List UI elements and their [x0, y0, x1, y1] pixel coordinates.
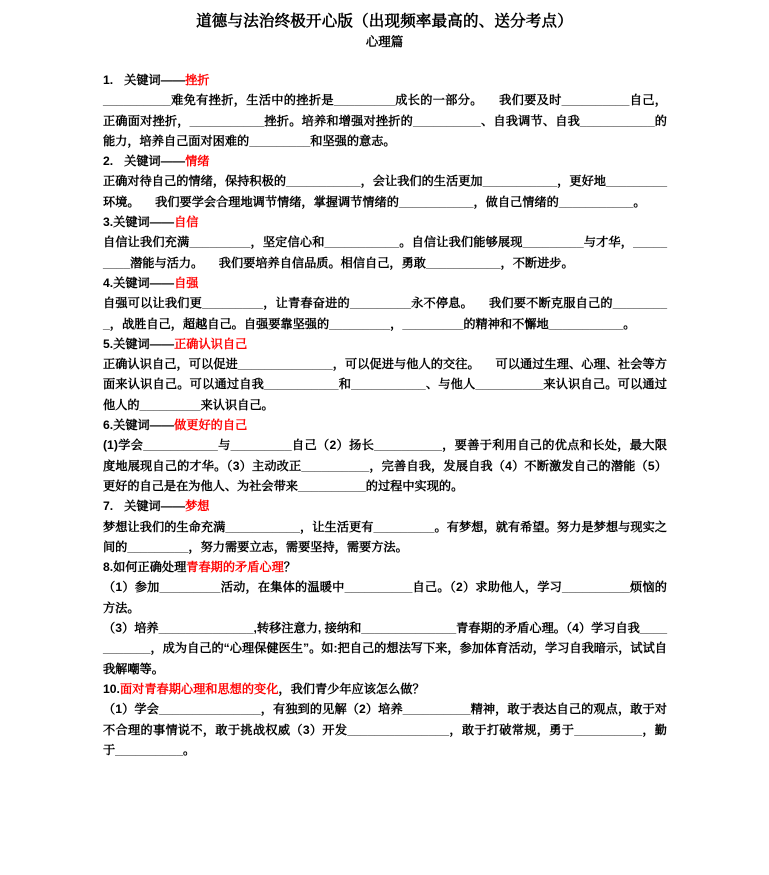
section-2-heading-prefix: 关键词——: [124, 154, 186, 169]
section-1-heading-prefix: 关键词——: [124, 73, 186, 87]
section-5-paragraph: 正确认识自己，可以促进______________，可以促进与他人的交往。 可以通过生理、心理、社会等方面来认识自己。可以通过自我___________和___________、与他人__________来认识自己。可以通过他人的_________来认识自己。: [103, 357, 667, 412]
section-8-heading: [103, 557, 667, 577]
section-1-paragraph: __________难免有挫折，生活中的挫折是_________成长的一部分。 我们要及时__________自己，正确面对挫折，___________挫折。培养和增强对挫折的__________、自我调节、自我___________的能力，培养自己面对困难的_________和坚强的意志。: [103, 93, 667, 148]
section-2-keyword: 情绪: [185, 154, 210, 169]
section-7-number: 7.: [103, 499, 114, 514]
section-5-heading-prefix: 关键词——: [113, 336, 175, 351]
section-8-question-suffix: ？: [283, 560, 296, 575]
section-8-number: 8.: [103, 560, 114, 575]
section-6-number: 6.: [103, 418, 114, 433]
section-10-heading: [103, 679, 667, 699]
section-10: [103, 679, 667, 760]
section-7-heading-prefix: 关键词——: [124, 499, 186, 514]
section-3-paragraph: 自信让我们充满_________，坚定信心和___________。自信让我们能够展现_________与才华，_________潜能与活力。 我们要培养自信品质。相信自己，勇敢___________，不断进步。: [103, 235, 667, 270]
section-3-keyword: 自信: [174, 215, 199, 230]
section-1: [103, 70, 667, 151]
section-2-number: 2.: [103, 154, 114, 169]
section-4: [103, 273, 667, 334]
section-6-heading-prefix: 关键词——: [113, 418, 175, 433]
section-5-number: 5.: [103, 336, 114, 351]
document-subtitle: 心理篇: [365, 35, 404, 49]
section-4-number: 4.: [103, 275, 114, 290]
section-1-number: 1.: [103, 73, 114, 87]
section-8-question-prefix: 如何正确处理: [113, 560, 187, 575]
section-2-heading: [103, 151, 667, 171]
section-6: [103, 415, 667, 496]
section-3: [103, 212, 667, 273]
section-1-keyword: 挫折: [185, 73, 210, 87]
section-5-keyword: 正确认识自己: [174, 336, 248, 351]
section-2-paragraph: 正确对待自己的情绪，保持积极的___________，会让我们的生活更加___________，更好地_________环境。 我们要学会合理地调节情绪，掌握调节情绪的___________，做自己情绪的___________。: [103, 174, 667, 209]
section-10-number: 10.: [103, 681, 120, 696]
section-10-question-suffix: ，我们青少年应该怎么做？: [278, 681, 425, 696]
section-8-paragraph-2: （3）培养______________,转移注意力, 接纳和______________青春期的矛盾心理。（4）学习自我___________，成为自己的“心理保健医生”。如:把自己的想法写下来，参加体育活动，学习自我暗示，试试自我解嘲等。: [103, 621, 667, 676]
section-3-heading-prefix: 关键词——: [113, 215, 175, 230]
document-body: [103, 70, 667, 760]
section-1-heading: [103, 70, 667, 90]
section-3-number: 3.: [103, 215, 114, 230]
section-7-paragraph: 梦想让我们的生命充满___________，让生活更有_________。有梦想，就有希望。努力是梦想与现实之间的_________，努力需要立志，需要坚持，需要方法。: [103, 519, 667, 554]
section-8: [103, 557, 667, 679]
page-title: 道德与法治终极开心版（出现频率最高的、送分考点）: [196, 13, 573, 30]
section-5: [103, 334, 667, 415]
section-4-heading: [103, 273, 667, 293]
section-5-heading: [103, 334, 667, 354]
section-2: [103, 151, 667, 212]
section-7-keyword: 梦想: [185, 499, 210, 514]
section-10-paragraph: （1）学会_______________，有独到的见解（2）培养__________精神，敢于表达自己的观点，敢于对不合理的事情说不，敢于挑战权威（3）开发_______________，敢于打破常规，勇于__________，勤于__________。: [103, 702, 667, 757]
section-6-keyword: 做更好的自己: [174, 418, 248, 433]
section-7-heading: [103, 496, 667, 516]
section-7: [103, 496, 667, 557]
section-4-heading-prefix: 关键词——: [113, 275, 175, 290]
section-3-heading: [103, 212, 667, 232]
section-6-heading: [103, 415, 667, 435]
section-6-paragraph: (1)学会___________与_________自己（2）扬长__________，要善于利用自己的优点和长处，最大限度地展现自己的才华。（3）主动改正__________，完善自我，发展自我（4）不断激发自己的潜能（5）更好的自己是在为他人、为社会带来__________的过程中实现的。: [103, 438, 667, 493]
section-8-paragraph-1: （1）参加_________活动，在集体的温暖中__________自己。（2）求助他人，学习__________烦恼的方法。: [103, 580, 667, 615]
section-8-keyword: 青春期的矛盾心理: [186, 560, 284, 575]
section-10-keyword: 面对青春期心理和思想的变化: [119, 681, 279, 696]
section-4-keyword: 自强: [174, 275, 199, 290]
section-4-paragraph: 自强可以让我们更_________，让青春奋进的_________永不停息。 我们要不断克服自己的_________，战胜自己，超越自己。自强要靠坚强的_________，_________的精神和不懈地___________。: [103, 296, 667, 331]
